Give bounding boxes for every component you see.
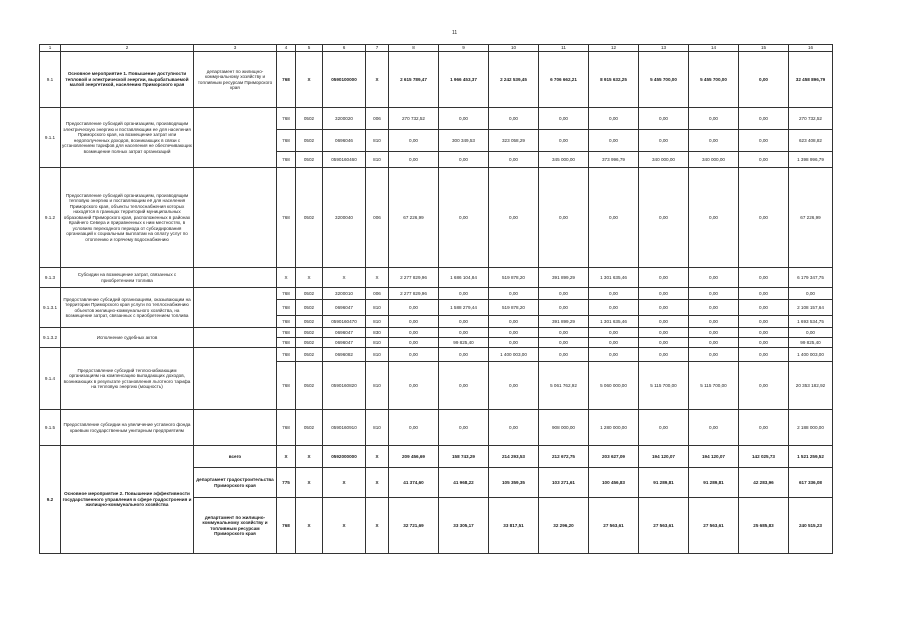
- col-header: 15: [739, 45, 789, 52]
- cell: 1 693 534,75: [789, 316, 833, 328]
- cell: 768: [277, 130, 296, 152]
- cell: 105 359,35: [489, 468, 539, 498]
- cell: 27 563,61: [689, 498, 739, 554]
- executor-blank: [194, 268, 277, 288]
- cell: 0590100000: [323, 52, 366, 108]
- cell: 006: [366, 288, 389, 300]
- cell: 2 188 000,00: [789, 410, 833, 446]
- col-header: 3: [194, 45, 277, 52]
- col-header: 9: [439, 45, 489, 52]
- table-row: [40, 288, 833, 300]
- cell: 0,00: [539, 348, 589, 362]
- cell: X: [296, 468, 323, 498]
- cell: 0,00: [489, 338, 539, 348]
- cell: 0,00: [439, 348, 489, 362]
- cell: 0502: [296, 328, 323, 338]
- cell: 0,00: [739, 108, 789, 130]
- cell: 775: [277, 468, 296, 498]
- cell: 2 277 829,96: [389, 268, 439, 288]
- cell: 340 000,00: [639, 152, 689, 168]
- cell: 27 563,61: [589, 498, 639, 554]
- cell: 0,00: [739, 348, 789, 362]
- cell: 0,00: [389, 338, 439, 348]
- cell: 0,00: [589, 328, 639, 338]
- cell: 0502: [296, 108, 323, 130]
- cell: 0,00: [689, 268, 739, 288]
- row-number: 9.1.3.2: [40, 328, 61, 348]
- cell: 768: [277, 498, 296, 554]
- cell: 519 878,20: [489, 268, 539, 288]
- col-header: 8: [389, 45, 439, 52]
- cell: 0502: [296, 338, 323, 348]
- cell: 0,00: [739, 338, 789, 348]
- cell: 0,00: [489, 108, 539, 130]
- cell: 768: [277, 316, 296, 328]
- cell: 5 060 000,00: [589, 362, 639, 410]
- cell: 0,00: [489, 288, 539, 300]
- cell: 0,00: [539, 300, 589, 316]
- cell: 0,00: [489, 168, 539, 268]
- cell: 768: [277, 288, 296, 300]
- cell: 42 283,96: [739, 468, 789, 498]
- cell: 240 515,23: [789, 498, 833, 554]
- cell: 391 899,29: [539, 316, 589, 328]
- row-number: 9.1.3.1: [40, 288, 61, 328]
- cell: 0,00: [739, 152, 789, 168]
- cell: 0,00: [439, 362, 489, 410]
- cell: 5 455 700,00: [689, 52, 739, 108]
- executor: департамент по жилищно-коммунальному хозяйству и топливным ресурсам Приморского края: [194, 498, 277, 554]
- cell: 0,00: [739, 410, 789, 446]
- cell: 0696047: [323, 328, 366, 338]
- cell: 0502: [296, 410, 323, 446]
- cell: 0,00: [389, 130, 439, 152]
- cell: 0,00: [689, 410, 739, 446]
- cell: 0,00: [689, 316, 739, 328]
- cell: 323 058,29: [489, 130, 539, 152]
- col-header: 11: [539, 45, 589, 52]
- cell: 194 120,07: [639, 446, 689, 468]
- executor-blank: [194, 328, 277, 348]
- measure-name: Исполнение судебных актов: [61, 328, 194, 348]
- cell: 768: [277, 328, 296, 338]
- cell: 0,00: [589, 300, 639, 316]
- cell: 2 108 157,64: [789, 300, 833, 316]
- cell: 0,00: [639, 130, 689, 152]
- cell: 32 458 896,79: [789, 52, 833, 108]
- executor: департамент градостроительства Приморского края: [194, 468, 277, 498]
- cell: 1 400 003,00: [789, 348, 833, 362]
- executor-blank: [194, 108, 277, 168]
- cell: 768: [277, 108, 296, 130]
- table-row: [40, 52, 833, 108]
- column-number-row: [40, 45, 833, 52]
- cell: 0,00: [589, 108, 639, 130]
- cell: 0,00: [389, 300, 439, 316]
- cell: 0,00: [639, 300, 689, 316]
- cell: 67 226,99: [789, 168, 833, 268]
- cell: 0,00: [789, 328, 833, 338]
- cell: 41 968,22: [439, 468, 489, 498]
- row-number: 9.1.4: [40, 348, 61, 410]
- cell: 768: [277, 300, 296, 316]
- cell: 0,00: [439, 328, 489, 338]
- cell: 810: [366, 362, 389, 410]
- cell: 0,00: [639, 316, 689, 328]
- cell: 33 817,51: [489, 498, 539, 554]
- cell: 0,00: [739, 316, 789, 328]
- table-row: [40, 348, 833, 362]
- cell: 214 293,53: [489, 446, 539, 468]
- cell: 270 732,52: [389, 108, 439, 130]
- col-header: 10: [489, 45, 539, 52]
- cell: 0,00: [439, 316, 489, 328]
- row-number: 9.1: [40, 52, 61, 108]
- cell: 0,00: [389, 316, 439, 328]
- row-number: 9.1.2: [40, 168, 61, 268]
- cell: 768: [277, 410, 296, 446]
- cell: 1 966 453,37: [439, 52, 489, 108]
- row-number: 9.1.3: [40, 268, 61, 288]
- cell: 0502: [296, 316, 323, 328]
- cell: 0590160470: [323, 316, 366, 328]
- cell: 0,00: [639, 328, 689, 338]
- cell: 768: [277, 362, 296, 410]
- cell: 0,00: [439, 288, 489, 300]
- executor-blank: [194, 410, 277, 446]
- col-header: 13: [639, 45, 689, 52]
- cell: 0,00: [639, 268, 689, 288]
- executor-blank: [194, 348, 277, 410]
- cell: 0,00: [389, 410, 439, 446]
- cell: 0,00: [539, 288, 589, 300]
- cell: 0,00: [389, 152, 439, 168]
- cell: 0,00: [389, 348, 439, 362]
- measure-name: Предоставление субсидии на увеличение уставного фонда краевым государственным унитарным предприятиям: [61, 410, 194, 446]
- col-header: 4: [277, 45, 296, 52]
- cell: 32 296,20: [539, 498, 589, 554]
- cell: 25 685,83: [739, 498, 789, 554]
- cell: 212 672,75: [539, 446, 589, 468]
- cell: 908 000,00: [539, 410, 589, 446]
- cell: X: [366, 446, 389, 468]
- cell: X: [323, 468, 366, 498]
- cell: 0,00: [589, 168, 639, 268]
- cell: 768: [277, 52, 296, 108]
- cell: 0,00: [689, 130, 739, 152]
- row-number: 9.1.1: [40, 108, 61, 168]
- cell: 0,00: [539, 338, 589, 348]
- cell: 91 289,81: [639, 468, 689, 498]
- cell: 3200040: [323, 168, 366, 268]
- cell: 0,00: [639, 108, 689, 130]
- cell: 0,00: [489, 410, 539, 446]
- cell: X: [366, 268, 389, 288]
- table-row: [40, 446, 833, 468]
- cell: 0,00: [639, 410, 689, 446]
- cell: X: [277, 268, 296, 288]
- cell: 768: [277, 152, 296, 168]
- cell: 0,00: [639, 348, 689, 362]
- cell: 0,00: [539, 130, 589, 152]
- table-row: [40, 168, 833, 268]
- cell: 2 277 829,96: [389, 288, 439, 300]
- cell: 519 878,20: [489, 300, 539, 316]
- cell: 203 627,09: [589, 446, 639, 468]
- cell: 0,00: [489, 152, 539, 168]
- cell: 20 353 182,92: [789, 362, 833, 410]
- cell: 0590160820: [323, 362, 366, 410]
- page-number: 11: [452, 30, 458, 36]
- cell: 158 743,29: [439, 446, 489, 468]
- cell: 1 400 003,00: [489, 348, 539, 362]
- cell: 99 825,40: [789, 338, 833, 348]
- cell: X: [296, 446, 323, 468]
- cell: X: [296, 52, 323, 108]
- cell: 768: [277, 348, 296, 362]
- col-header: 6: [323, 45, 366, 52]
- cell: 0,00: [689, 108, 739, 130]
- cell: 27 563,61: [639, 498, 689, 554]
- cell: 0,00: [689, 168, 739, 268]
- cell: 0590160910: [323, 410, 366, 446]
- cell: 810: [366, 348, 389, 362]
- cell: X: [323, 498, 366, 554]
- cell: 0502: [296, 362, 323, 410]
- cell: 0502: [296, 152, 323, 168]
- cell: X: [366, 468, 389, 498]
- cell: 67 226,99: [389, 168, 439, 268]
- cell: 0,00: [739, 268, 789, 288]
- cell: 3200020: [323, 108, 366, 130]
- cell: 810: [366, 316, 389, 328]
- cell: 0696047: [323, 300, 366, 316]
- table-row: [40, 328, 833, 338]
- table-row: [40, 410, 833, 446]
- measure-name: Основное мероприятие 2. Повышение эффективности государственного управления в сфере градостроения и жилищно-коммунального хозяйства: [61, 446, 194, 554]
- cell: 0,00: [589, 338, 639, 348]
- cell: 0,00: [489, 328, 539, 338]
- cell: 2 242 539,45: [489, 52, 539, 108]
- cell: X: [277, 446, 296, 468]
- cell: 0502: [296, 168, 323, 268]
- col-header: 14: [689, 45, 739, 52]
- cell: 209 456,69: [389, 446, 439, 468]
- cell: 8 915 632,25: [589, 52, 639, 108]
- cell: 3200010: [323, 288, 366, 300]
- cell: 33 305,17: [439, 498, 489, 554]
- cell: 41 374,60: [389, 468, 439, 498]
- cell: 0696046: [323, 130, 366, 152]
- cell: 617 336,08: [789, 468, 833, 498]
- cell: 0502: [296, 288, 323, 300]
- cell: 5 455 700,00: [639, 52, 689, 108]
- cell: 0,00: [489, 362, 539, 410]
- cell: 0,00: [639, 338, 689, 348]
- executor: всего: [194, 446, 277, 468]
- cell: 0696082: [323, 348, 366, 362]
- measure-name: Субсидии на возмещение затрат, связанных с приобретением топлива: [61, 268, 194, 288]
- cell: 0502: [296, 348, 323, 362]
- cell: 0,00: [739, 168, 789, 268]
- cell: 0592000000: [323, 446, 366, 468]
- cell: X: [296, 268, 323, 288]
- cell: 0,00: [739, 52, 789, 108]
- cell: 0,00: [739, 300, 789, 316]
- cell: 623 408,82: [789, 130, 833, 152]
- cell: 100 456,83: [589, 468, 639, 498]
- cell: 0,00: [539, 108, 589, 130]
- cell: 0,00: [439, 168, 489, 268]
- col-header: 1: [40, 45, 61, 52]
- cell: 142 025,73: [739, 446, 789, 468]
- cell: 5 115 700,00: [689, 362, 739, 410]
- cell: 006: [366, 108, 389, 130]
- cell: 0,00: [589, 130, 639, 152]
- cell: 0,00: [539, 328, 589, 338]
- measure-name: Основное мероприятие 1. Повышение доступности тепловой и электрической энергии, вырабатываемой малой энергетикой, населению Приморского края: [61, 52, 194, 108]
- cell: 5 061 762,92: [539, 362, 589, 410]
- table-row: [40, 108, 833, 130]
- col-header: 5: [296, 45, 323, 52]
- cell: 1 398 996,79: [789, 152, 833, 168]
- cell: 0,00: [389, 362, 439, 410]
- cell: 0,00: [739, 328, 789, 338]
- cell: 768: [277, 168, 296, 268]
- cell: 300 349,53: [439, 130, 489, 152]
- cell: 0,00: [439, 410, 489, 446]
- cell: 6 706 662,21: [539, 52, 589, 108]
- executor-blank: [194, 288, 277, 328]
- cell: 6 179 347,75: [789, 268, 833, 288]
- cell: 1 588 279,44: [439, 300, 489, 316]
- measure-name: Предоставление субсидий организациям, производящим электрическую энергию и поставляющим ее для населения Приморского края, на возмещение затрат или недополученных доходов, возникающих в связи с установлением тарифов для населения не обеспечивающих возмещение полных затрат организаций: [61, 108, 194, 168]
- cell: 0,00: [739, 130, 789, 152]
- col-header: 2: [61, 45, 194, 52]
- cell: 345 000,00: [539, 152, 589, 168]
- cell: 194 120,07: [689, 446, 739, 468]
- cell: 0,00: [639, 168, 689, 268]
- cell: 810: [366, 410, 389, 446]
- cell: 1 301 635,46: [589, 316, 639, 328]
- cell: 340 000,00: [689, 152, 739, 168]
- cell: 0,00: [689, 348, 739, 362]
- budget-table: [39, 44, 833, 554]
- cell: 0,00: [489, 316, 539, 328]
- cell: 0,00: [689, 328, 739, 338]
- row-number: 9.2: [40, 446, 61, 554]
- cell: X: [366, 498, 389, 554]
- col-header: 7: [366, 45, 389, 52]
- cell: 0,00: [589, 288, 639, 300]
- cell: 810: [366, 300, 389, 316]
- cell: 2 615 789,47: [389, 52, 439, 108]
- cell: 810: [366, 338, 389, 348]
- cell: 1 301 635,46: [589, 268, 639, 288]
- cell: 810: [366, 152, 389, 168]
- cell: 0,00: [689, 288, 739, 300]
- table-row: [40, 268, 833, 288]
- cell: 1 521 259,52: [789, 446, 833, 468]
- cell: 1 280 000,00: [589, 410, 639, 446]
- cell: 391 899,29: [539, 268, 589, 288]
- cell: 0,00: [439, 152, 489, 168]
- cell: X: [296, 498, 323, 554]
- cell: 0,00: [639, 288, 689, 300]
- cell: 768: [277, 338, 296, 348]
- measure-name: Предоставление субсидий организациям, оказывающим на территории Приморского края услуги по теплоснабжению объектов жилищно-коммунального хозяйства, на возмещение затрат, связанных с приобретением топлива: [61, 288, 194, 328]
- cell: 0,00: [739, 362, 789, 410]
- cell: 830: [366, 328, 389, 338]
- col-header: 12: [589, 45, 639, 52]
- measure-name: Предоставление субсидий теплоснабжающим организациям на компенсацию выпадающих доходов, возникающих в результате установления льготного тарифа на тепловую энергию (мощность): [61, 348, 194, 410]
- cell: 5 115 700,00: [639, 362, 689, 410]
- cell: 103 271,61: [539, 468, 589, 498]
- row-number: 9.1.5: [40, 410, 61, 446]
- cell: 0,00: [439, 108, 489, 130]
- cell: 0,00: [689, 338, 739, 348]
- cell: 0,00: [389, 328, 439, 338]
- cell: 0696047: [323, 338, 366, 348]
- cell: 32 721,69: [389, 498, 439, 554]
- col-header: 16: [789, 45, 833, 52]
- cell: 91 289,81: [689, 468, 739, 498]
- cell: 810: [366, 130, 389, 152]
- executor: департамент по жилищно-коммунальному хозяйству и топливным ресурсам Приморского края: [194, 52, 277, 108]
- cell: 373 996,79: [589, 152, 639, 168]
- cell: 0,00: [789, 288, 833, 300]
- cell: X: [323, 268, 366, 288]
- executor-blank: [194, 168, 277, 268]
- cell: 006: [366, 168, 389, 268]
- cell: X: [366, 52, 389, 108]
- cell: 0502: [296, 130, 323, 152]
- cell: 0502: [296, 300, 323, 316]
- cell: 0,00: [539, 168, 589, 268]
- cell: 0,00: [739, 288, 789, 300]
- cell: 0590160460: [323, 152, 366, 168]
- cell: 1 686 104,84: [439, 268, 489, 288]
- cell: 0,00: [589, 348, 639, 362]
- cell: 270 732,52: [789, 108, 833, 130]
- cell: 0,00: [689, 300, 739, 316]
- measure-name: Предоставление субсидий организациям, производящим тепловую энергию и поставляющим её для населения Приморского края, объекты теплоснабжения которых находятся в границах территорий муниципальных образований Приморского края, расположенных в районах Крайнего Севера и приравненных к ним местностях, в условиях переходного периода от субсидирования организаций к социальным выплатам на оплату услуг по отоплению и горячему водоснабжению: [61, 168, 194, 268]
- cell: 99 825,40: [439, 338, 489, 348]
